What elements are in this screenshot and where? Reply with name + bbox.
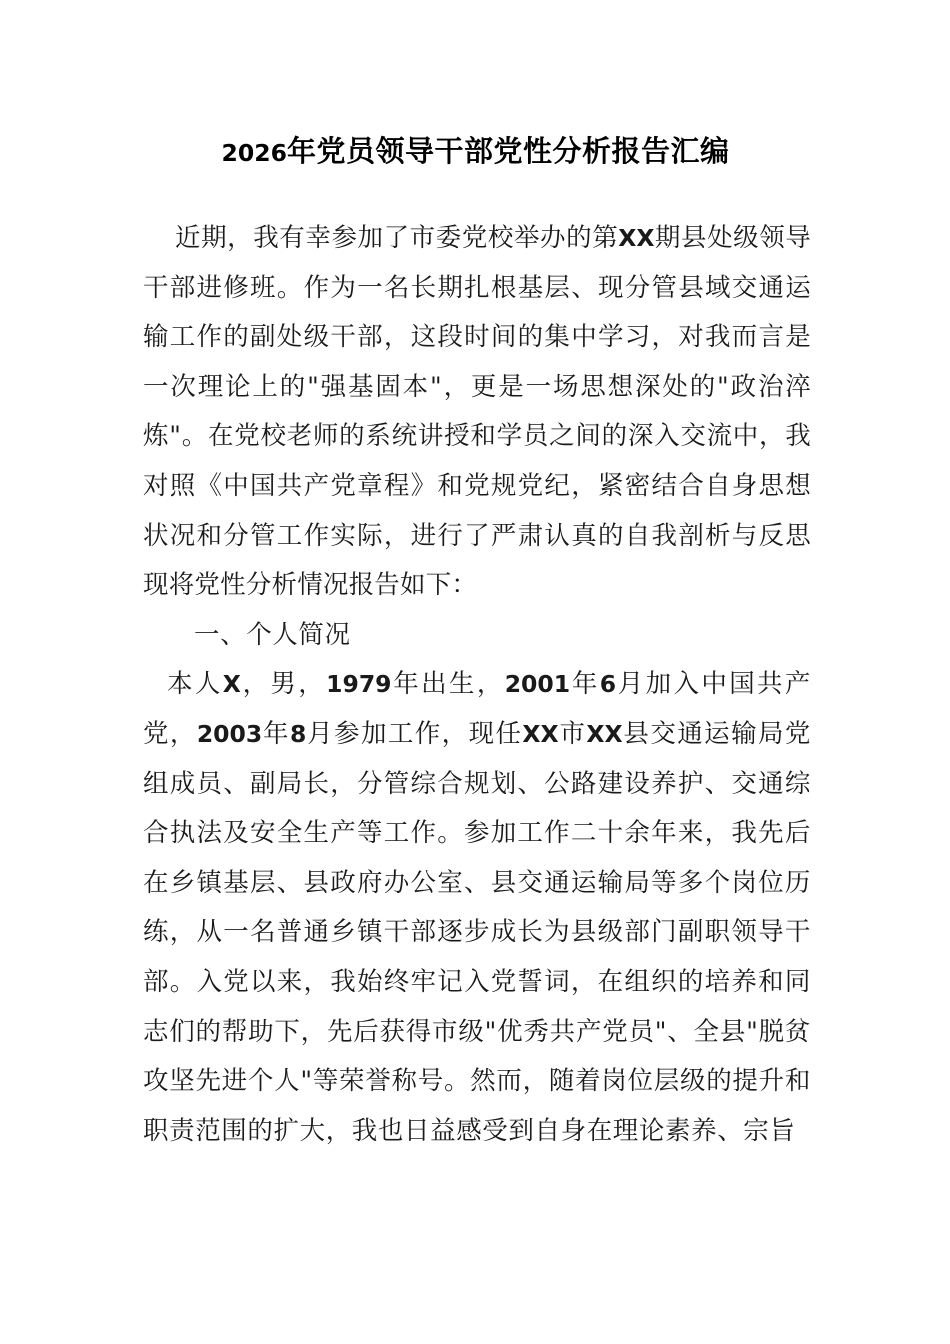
- latin-run: XX: [522, 719, 559, 748]
- section-heading-personal-profile: 本人X，男，1979年出生，2001年6月加入中国共产党，2003年8月参加工作，现任XX市XX县交通运输局党组成员、副局长，分管综合规划、公路建设养护、交通综合执法及安全生产等工作。参加工作二十余年来，我先后在乡镇基层、县政府办公室、县交通运输局等多个岗位历练，从一名普通乡镇干部逐步成长为县级部门副职领导干部。入党以来，我始终牢记入党誓词，在组织的培养和同志们的帮助下，先后获得市级"优秀共产党员"、全县"脱贫攻坚先进个人"等荣誉称号。然而，随着岗位层级的提升和职责范围的扩大，我也日益感受到自身在理论素养、宗旨: [143, 669, 812, 1146]
- latin-run: 2001: [504, 670, 571, 699]
- latin-run: XX: [586, 719, 623, 748]
- latin-run: 1979: [326, 670, 392, 699]
- document-title: 2026年党员领导干部党性分析报告汇编: [221, 134, 730, 169]
- document-body: [143, 214, 811, 1156]
- latin-run: 2026: [221, 139, 287, 168]
- latin-run: X: [222, 670, 241, 699]
- paragraph-intro: 一、个人简况: [194, 619, 351, 650]
- latin-run: 8: [289, 719, 307, 748]
- report-subtitle: 近期，我有幸参加了市委党校举办的第XX期县处级领导干部进修班。作为一名长期扎根基层、现分管县域交通运输工作的副处级干部，这段时间的集中学习，对我而言是一次理论上的"强基固本"，更是一场思想深处的"政治淬炼"。在党校老师的系统讲授和学员之间的深入交流中，我对照《中国共产党章程》和党规党纪，紧密结合自身思想状况和分管工作实际，进行了严肃认真的自我剖析与反思现将党性分析情况报告如下：: [143, 223, 812, 601]
- latin-run: 2003: [196, 719, 263, 748]
- latin-run: XX: [618, 224, 655, 252]
- latin-run: 6: [599, 670, 617, 699]
